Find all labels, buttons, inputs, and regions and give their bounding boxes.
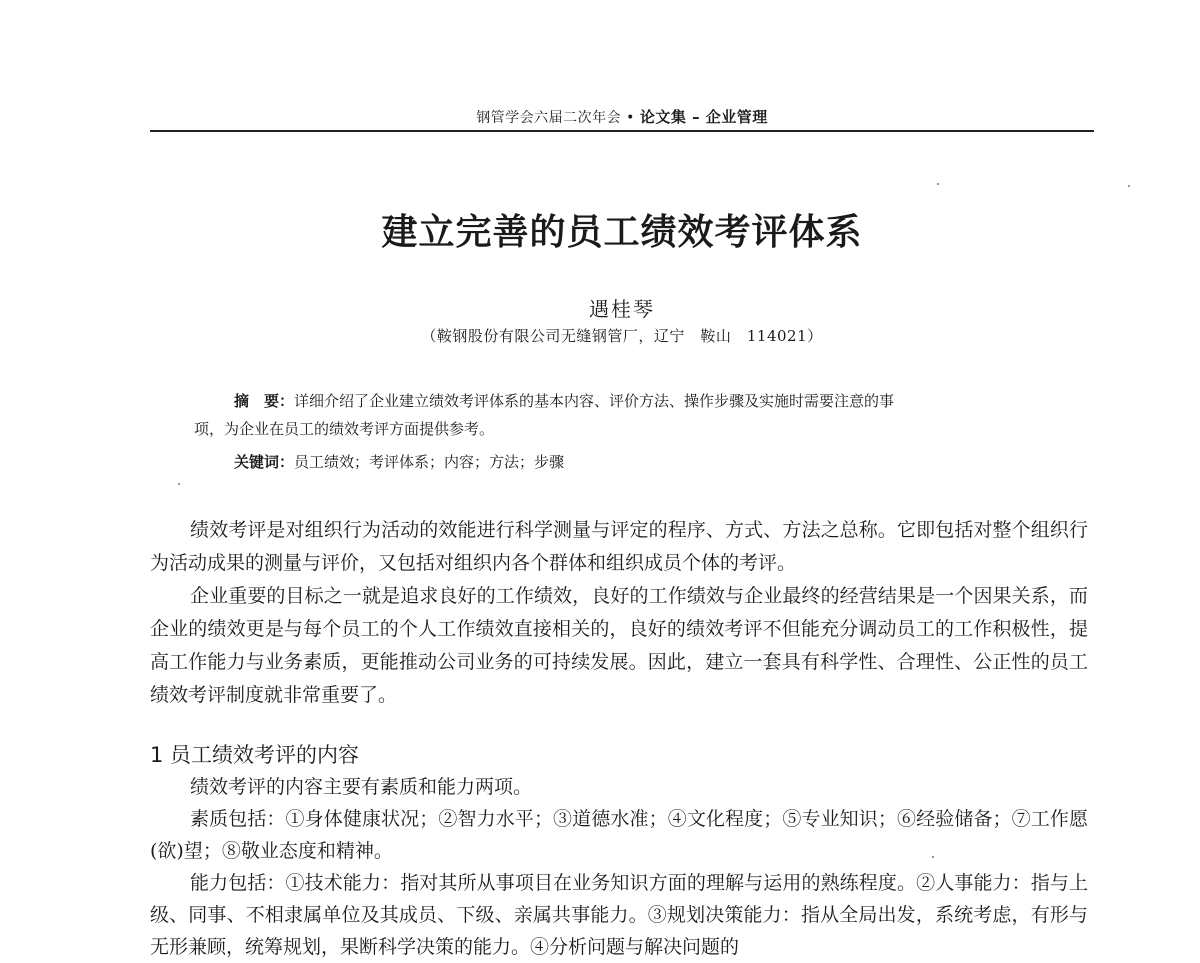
author-affiliation: （鞍钢股份有限公司无缝钢管厂，辽宁 鞍山 114021） <box>421 327 823 345</box>
keywords-text: 员工绩效；考评体系；内容；方法；步骤 <box>294 453 565 471</box>
body-paragraph: 企业重要的目标之一就是追求良好的工作绩效，良好的工作绩效与企业最终的经营结果是一个因果关系，而企业的绩效更是与每个员工的个人工作绩效直接相关的，良好的绩效考评不但能充分调动员工的工作积极性，提高工作能力与业务素质，更能推动公司业务的可持续发展。因此，建立一套具有科学性、合理性、公正性的员工绩效考评制度就非常重要了。 <box>150 585 1088 706</box>
scan-speck <box>1128 185 1130 187</box>
abstract <box>194 387 1074 443</box>
body-paragraph: 绩效考评是对组织行为活动的效能进行科学测量与评定的程序、方式、方法之总称。它即包括对整个组织行为活动成果的测量与评价，又包括对组织内各个群体和组织成员个体的考评。 <box>150 519 1088 574</box>
running-header <box>150 106 1094 127</box>
paper-title: 建立完善的员工绩效考评体系 <box>381 212 863 253</box>
keywords-label: 关键词： <box>234 453 295 471</box>
body-paragraph: 绩效考评的内容主要有素质和能力两项。 <box>190 776 533 798</box>
scan-speck <box>178 483 180 485</box>
abstract-label: 摘 要： <box>234 392 295 410</box>
section-body <box>150 771 1088 963</box>
scan-speck <box>937 183 939 185</box>
intro-body <box>150 514 1088 712</box>
abstract-line-1 <box>194 387 1074 415</box>
section-heading: 1 员工绩效考评的内容 <box>150 743 360 767</box>
body-paragraph: 素质包括：①身体健康状况；②智力水平；③道德水准；④文化程度；⑤专业知识；⑥经验储备；⑦工作愿(欲)望；⑧敬业态度和精神。 <box>150 808 1088 862</box>
abstract-text-1: 详细介绍了企业建立绩效考评体系的基本内容、评价方法、操作步骤及实施时需要注意的事 <box>294 392 895 410</box>
abstract-line-2: 项，为企业在员工的绩效考评方面提供参考。 <box>194 420 495 438</box>
header-rule <box>150 130 1094 132</box>
running-header-journal: 论文集 – 企业管理 <box>639 108 768 126</box>
scan-speck <box>932 856 934 858</box>
body-paragraph: 能力包括：①技术能力：指对其所从事项目在业务知识方面的理解与运用的熟练程度。②人事能力：指与上级、同事、不相隶属单位及其成员、下级、亲属共事能力。③规划决策能力：指从全局出发，系统考虑，有形与无形兼顾，统筹规划，果断科学决策的能力。④分析问题与解决问题的 <box>150 872 1088 958</box>
author-name: 遇桂琴 <box>589 297 655 321</box>
keywords <box>234 451 564 472</box>
running-header-prefix: 钢管学会六届二次年会 • <box>476 110 640 126</box>
